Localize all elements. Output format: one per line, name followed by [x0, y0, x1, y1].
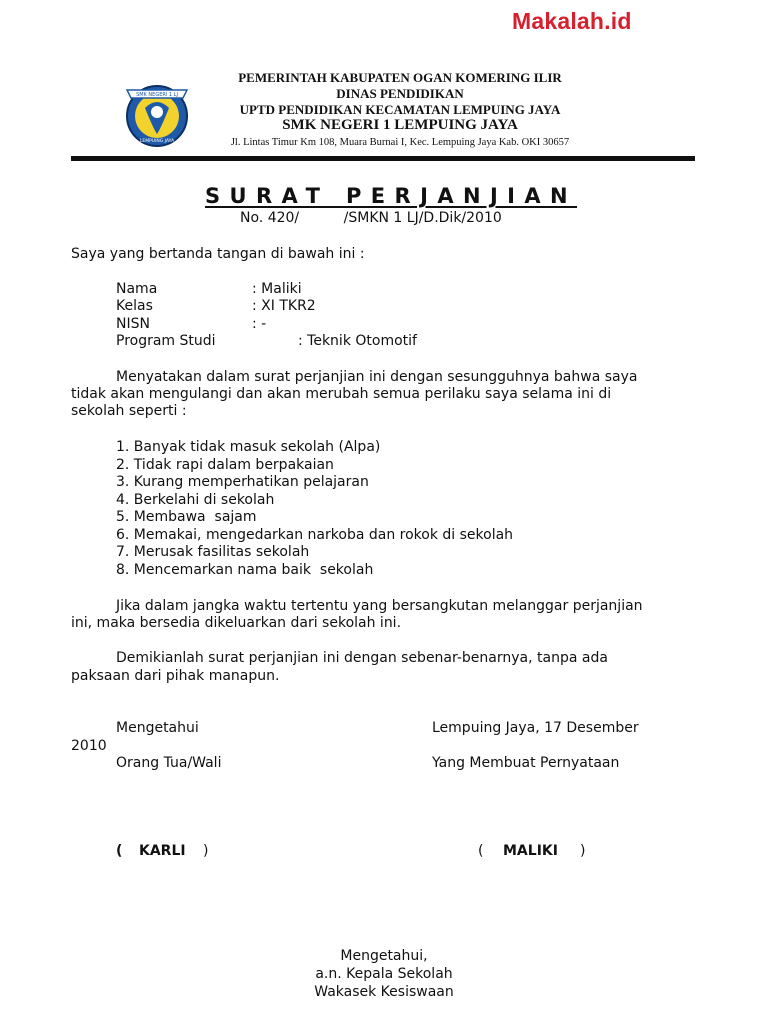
- footer-line3: Wakasek Kesiswaan: [314, 984, 454, 1000]
- field-label-kelas: Kelas: [116, 298, 153, 314]
- school-logo-icon: [121, 78, 193, 150]
- field-label-nisn: NISN: [116, 316, 150, 332]
- statement-line1: Menyatakan dalam surat perjanjian ini dengan sesungguhnya bahwa saya: [116, 369, 638, 385]
- field-value-nisn: : -: [252, 316, 267, 332]
- letterhead-address: Jl. Lintas Timur Km 108, Muara Burnai I, Kec. Lempuing Jaya Kab. OKI 30657: [230, 137, 570, 148]
- signature-left-paren-open: (: [116, 843, 123, 859]
- letterhead-line2: DINAS PENDIDIKAN: [336, 86, 464, 101]
- logo-banner-text: SMK NEGERI 1 LJ: [136, 92, 178, 98]
- field-label-program-studi: Program Studi: [116, 333, 216, 349]
- para2-line2: ini, maka bersedia dikeluarkan dari sekolah ini.: [71, 615, 402, 631]
- list-item: 3. Kurang memperhatikan pelajaran: [116, 474, 369, 490]
- letterhead-line1: PEMERINTAH KABUPATEN OGAN KOMERING ILIR: [238, 70, 562, 85]
- letterhead-divider: [71, 156, 695, 161]
- list-item: 2. Tidak rapi dalam berpakaian: [116, 457, 334, 473]
- statement-line3: sekolah seperti :: [71, 403, 187, 419]
- signature-right-date: Lempuing Jaya, 17 Desember: [432, 720, 639, 736]
- field-value-program-studi: : Teknik Otomotif: [298, 333, 417, 349]
- signature-right-name: MALIKI: [503, 843, 558, 859]
- letterhead-line4: SMK NEGERI 1 LEMPUING JAYA: [282, 117, 518, 133]
- intro-text: Saya yang bertanda tangan di bawah ini :: [71, 246, 365, 262]
- field-label-nama: Nama: [116, 281, 158, 297]
- para3-line2: paksaan dari pihak manapun.: [71, 668, 280, 684]
- footer-line1: Mengetahui,: [340, 948, 428, 964]
- para2-line1: Jika dalam jangka waktu tertentu yang bersangkutan melanggar perjanjian: [116, 598, 643, 614]
- document-title: SURAT PERJANJIAN: [205, 184, 578, 208]
- list-item: 5. Membawa sajam: [116, 509, 257, 525]
- letterhead-line3: UPTD PENDIDIKAN KECAMATAN LEMPUING JAYA: [239, 102, 561, 117]
- footer-line2: a.n. Kepala Sekolah: [315, 966, 453, 982]
- para3-line1: Demikianlah surat perjanjian ini dengan sebenar-benarnya, tanpa ada: [116, 650, 608, 666]
- list-item: 1. Banyak tidak masuk sekolah (Alpa): [116, 439, 381, 455]
- list-item: 8. Mencemarkan nama baik sekolah: [116, 562, 374, 578]
- field-value-nama: : Maliki: [252, 281, 302, 297]
- signature-right-role: Yang Membuat Pernyataan: [432, 755, 620, 771]
- statement-line2: tidak akan mengulangi dan akan merubah semua perilaku saya selama ini di: [71, 386, 612, 402]
- signature-left-heading: Mengetahui: [116, 720, 199, 736]
- signature-right-paren-close: ): [580, 843, 586, 859]
- watermark: Makalah.id: [512, 8, 632, 34]
- signature-left-name: KARLI: [139, 843, 186, 859]
- signature-right-paren-open: (: [478, 843, 484, 859]
- signature-year: 2010: [71, 738, 107, 754]
- list-item: 6. Memakai, mengedarkan narkoba dan rokok di sekolah: [116, 527, 514, 543]
- signature-left-paren-close: ): [203, 843, 209, 859]
- field-value-kelas: : XI TKR2: [252, 298, 316, 314]
- document-number: No. 420/ /SMKN 1 LJ/D.Dik/2010: [240, 210, 502, 226]
- list-item: 7. Merusak fasilitas sekolah: [116, 544, 310, 560]
- logo-bottom-text: LEMPUING JAYA: [139, 139, 175, 144]
- signature-left-role: Orang Tua/Wali: [116, 755, 222, 771]
- list-item: 4. Berkelahi di sekolah: [116, 492, 275, 508]
